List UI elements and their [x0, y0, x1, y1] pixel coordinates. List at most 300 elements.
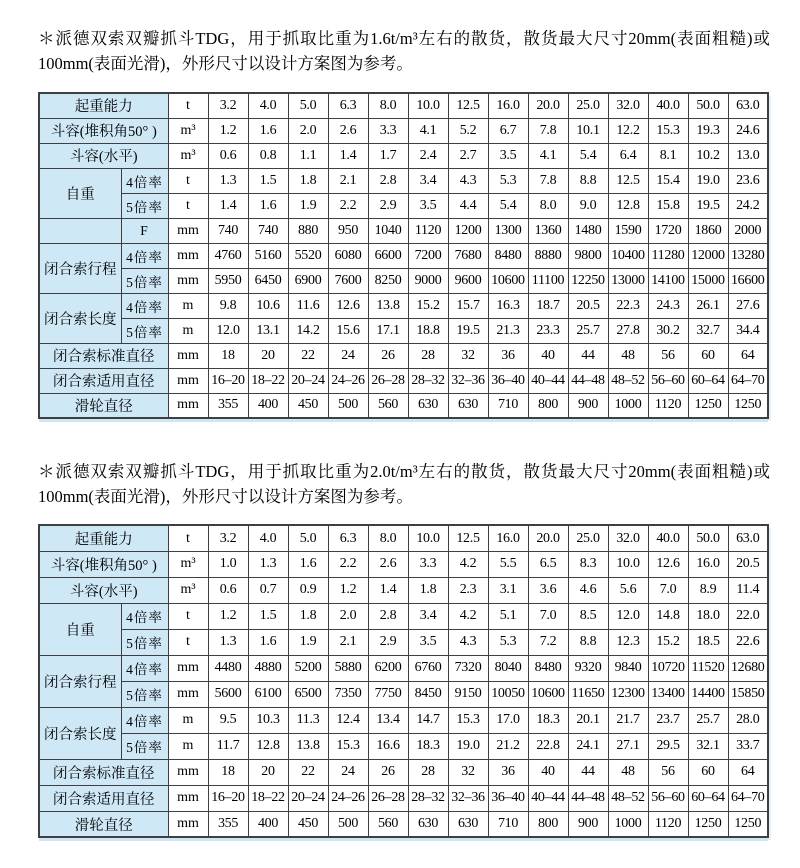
table-row [39, 577, 768, 603]
value-cell: 4.2 [448, 603, 488, 629]
value-cell: 34.4 [728, 318, 768, 343]
value-cell: 1120 [408, 218, 448, 243]
value-cell: 44 [568, 343, 608, 368]
product-note-2: ＊派德双索双瓣抓斗TDG，用于抓取比重为2.0t/m³左右的散货，散货最大尺寸20mm(表面粗糙)或100mm(表面光滑)，外形尺寸以设计方案图为参考。 [38, 462, 770, 507]
value-cell: 13.4 [368, 707, 408, 733]
row-sub-label: 4倍率 [121, 293, 168, 318]
value-cell: 15850 [728, 681, 768, 707]
table-row [39, 525, 768, 551]
value-cell: 25.0 [568, 525, 608, 551]
value-cell: 18–22 [248, 785, 288, 811]
value-cell: 15.8 [648, 193, 688, 218]
value-cell: 6500 [288, 681, 328, 707]
value-cell: 15.4 [648, 168, 688, 193]
value-cell: 24–26 [328, 785, 368, 811]
row-sub-label: 4倍率 [121, 168, 168, 193]
value-cell: 64 [728, 759, 768, 785]
value-cell: 355 [208, 393, 248, 418]
value-cell: 2000 [728, 218, 768, 243]
value-cell: 25.0 [568, 93, 608, 118]
value-cell: 5600 [208, 681, 248, 707]
value-cell: 26 [368, 343, 408, 368]
value-cell: 5200 [288, 655, 328, 681]
row-group-label: 闭合索行程 [39, 243, 121, 293]
value-cell: 630 [408, 811, 448, 837]
value-cell: 5.2 [448, 118, 488, 143]
value-cell: 18.5 [688, 629, 728, 655]
value-cell: 8.0 [528, 193, 568, 218]
value-cell: 450 [288, 811, 328, 837]
value-cell: 32 [448, 343, 488, 368]
value-cell: 36–40 [488, 785, 528, 811]
value-cell: 6.4 [608, 143, 648, 168]
value-cell: 40.0 [648, 525, 688, 551]
value-cell: 5950 [208, 268, 248, 293]
value-cell: 11650 [568, 681, 608, 707]
value-cell: 40–44 [528, 368, 568, 393]
value-cell: 1.6 [248, 118, 288, 143]
value-cell: 32.7 [688, 318, 728, 343]
value-cell: 21.2 [488, 733, 528, 759]
value-cell: 12.4 [328, 707, 368, 733]
value-cell: 8.8 [568, 629, 608, 655]
value-cell: 11.3 [288, 707, 328, 733]
value-cell: 5.4 [488, 193, 528, 218]
value-cell: 8.5 [568, 603, 608, 629]
value-cell: 10.3 [248, 707, 288, 733]
value-cell: 32.0 [608, 93, 648, 118]
value-cell: 14.2 [288, 318, 328, 343]
value-cell: 32.0 [608, 525, 648, 551]
value-cell: 23.3 [528, 318, 568, 343]
value-cell: 5160 [248, 243, 288, 268]
value-cell: 1.3 [248, 551, 288, 577]
value-cell: 0.9 [288, 577, 328, 603]
row-label-empty [39, 218, 121, 243]
spec-table-2 [38, 524, 769, 838]
value-cell: 18.3 [408, 733, 448, 759]
value-cell: 8040 [488, 655, 528, 681]
value-cell: 16600 [728, 268, 768, 293]
value-cell: 4880 [248, 655, 288, 681]
value-cell: 14.7 [408, 707, 448, 733]
table-row [39, 759, 768, 785]
value-cell: 3.2 [208, 93, 248, 118]
value-cell: 16.3 [488, 293, 528, 318]
value-cell: 1.6 [248, 193, 288, 218]
value-cell: 1250 [688, 393, 728, 418]
value-cell: 11.6 [288, 293, 328, 318]
value-cell: 6760 [408, 655, 448, 681]
value-cell: 5.1 [488, 603, 528, 629]
value-cell: 1.2 [208, 603, 248, 629]
value-cell: 26–28 [368, 785, 408, 811]
value-cell: 1.8 [288, 168, 328, 193]
value-cell: 1040 [368, 218, 408, 243]
value-cell: 24.3 [648, 293, 688, 318]
value-cell: 8.0 [368, 525, 408, 551]
value-cell: 22 [288, 343, 328, 368]
value-cell: 26.1 [688, 293, 728, 318]
row-label: 滑轮直径 [39, 811, 168, 837]
value-cell: 1250 [688, 811, 728, 837]
value-cell: 20–24 [288, 368, 328, 393]
value-cell: 630 [408, 393, 448, 418]
value-cell: 48 [608, 759, 648, 785]
value-cell: 2.0 [288, 118, 328, 143]
value-cell: 2.0 [328, 603, 368, 629]
value-cell: 1.9 [288, 193, 328, 218]
value-cell: 15.7 [448, 293, 488, 318]
value-cell: 9.0 [568, 193, 608, 218]
value-cell: 3.5 [408, 629, 448, 655]
row-sub-label: 5倍率 [121, 733, 168, 759]
row-label: 闭合索适用直径 [39, 785, 168, 811]
value-cell: 8.3 [568, 551, 608, 577]
value-cell: 60–64 [688, 785, 728, 811]
row-label: 起重能力 [39, 525, 168, 551]
table-row [39, 118, 768, 143]
value-cell: 3.4 [408, 603, 448, 629]
value-cell: 3.5 [408, 193, 448, 218]
value-cell: 1.3 [208, 629, 248, 655]
value-cell: 4.3 [448, 168, 488, 193]
table-row [39, 293, 768, 318]
value-cell: 9000 [408, 268, 448, 293]
value-cell: 8.9 [688, 577, 728, 603]
value-cell: 26 [368, 759, 408, 785]
value-cell: 13.1 [248, 318, 288, 343]
value-cell: 48 [608, 343, 648, 368]
value-cell: 13.8 [288, 733, 328, 759]
value-cell: 15.2 [408, 293, 448, 318]
value-cell: 8880 [528, 243, 568, 268]
value-cell: 10400 [608, 243, 648, 268]
value-cell: 11.7 [208, 733, 248, 759]
value-cell: 0.6 [208, 143, 248, 168]
value-cell: 40 [528, 343, 568, 368]
value-cell: 500 [328, 811, 368, 837]
value-cell: 23.6 [728, 168, 768, 193]
value-cell: 9320 [568, 655, 608, 681]
value-cell: 630 [448, 393, 488, 418]
value-cell: 740 [208, 218, 248, 243]
value-cell: 22.3 [608, 293, 648, 318]
value-cell: 630 [448, 811, 488, 837]
value-cell: 4760 [208, 243, 248, 268]
value-cell: 1.5 [248, 603, 288, 629]
value-cell: 24–26 [328, 368, 368, 393]
row-sub-label: 5倍率 [121, 629, 168, 655]
row-label: 闭合索标准直径 [39, 759, 168, 785]
value-cell: 60–64 [688, 368, 728, 393]
value-cell: 12.6 [328, 293, 368, 318]
value-cell: 1.5 [248, 168, 288, 193]
value-cell: 27.1 [608, 733, 648, 759]
row-sub-label: 5倍率 [121, 268, 168, 293]
row-group-label: 闭合索行程 [39, 655, 121, 707]
value-cell: 12.8 [608, 193, 648, 218]
value-cell: 6450 [248, 268, 288, 293]
value-cell: 4.3 [448, 629, 488, 655]
value-cell: 32.1 [688, 733, 728, 759]
value-cell: 4.1 [408, 118, 448, 143]
value-cell: 1.6 [288, 551, 328, 577]
value-cell: 7.8 [528, 168, 568, 193]
table-row [39, 193, 768, 218]
value-cell: 2.6 [368, 551, 408, 577]
unit-cell: mm [168, 268, 208, 293]
value-cell: 30.2 [648, 318, 688, 343]
value-cell: 16.0 [488, 525, 528, 551]
value-cell: 560 [368, 393, 408, 418]
value-cell: 8480 [488, 243, 528, 268]
value-cell: 18 [208, 759, 248, 785]
value-cell: 1.2 [208, 118, 248, 143]
value-cell: 10.1 [568, 118, 608, 143]
table-row [39, 551, 768, 577]
value-cell: 1590 [608, 218, 648, 243]
value-cell: 400 [248, 811, 288, 837]
value-cell: 4.0 [248, 93, 288, 118]
value-cell: 27.8 [608, 318, 648, 343]
value-cell: 40–44 [528, 785, 568, 811]
value-cell: 8250 [368, 268, 408, 293]
value-cell: 20–24 [288, 785, 328, 811]
table-row [39, 368, 768, 393]
value-cell: 22 [288, 759, 328, 785]
value-cell: 7350 [328, 681, 368, 707]
value-cell: 20 [248, 759, 288, 785]
value-cell: 800 [528, 811, 568, 837]
value-cell: 18.3 [528, 707, 568, 733]
value-cell: 22.8 [528, 733, 568, 759]
value-cell: 17.1 [368, 318, 408, 343]
value-cell: 16–20 [208, 785, 248, 811]
value-cell: 9.8 [208, 293, 248, 318]
value-cell: 12250 [568, 268, 608, 293]
value-cell: 950 [328, 218, 368, 243]
value-cell: 60 [688, 343, 728, 368]
value-cell: 20.1 [568, 707, 608, 733]
value-cell: 7320 [448, 655, 488, 681]
value-cell: 4480 [208, 655, 248, 681]
value-cell: 2.2 [328, 193, 368, 218]
value-cell: 5.4 [568, 143, 608, 168]
value-cell: 1000 [608, 811, 648, 837]
value-cell: 33.7 [728, 733, 768, 759]
value-cell: 10.2 [688, 143, 728, 168]
value-cell: 19.0 [448, 733, 488, 759]
value-cell: 63.0 [728, 93, 768, 118]
table-row [39, 733, 768, 759]
value-cell: 1.3 [208, 168, 248, 193]
value-cell: 1200 [448, 218, 488, 243]
value-cell: 22.0 [728, 603, 768, 629]
value-cell: 7750 [368, 681, 408, 707]
value-cell: 3.3 [368, 118, 408, 143]
value-cell: 800 [528, 393, 568, 418]
value-cell: 11100 [528, 268, 568, 293]
unit-cell: m³ [168, 143, 208, 168]
unit-cell: m [168, 293, 208, 318]
value-cell: 2.8 [368, 168, 408, 193]
table-row [39, 268, 768, 293]
row-group-label: 自重 [39, 603, 121, 655]
value-cell: 5.3 [488, 629, 528, 655]
value-cell: 10600 [528, 681, 568, 707]
unit-cell: mm [168, 393, 208, 418]
value-cell: 13400 [648, 681, 688, 707]
value-cell: 19.0 [688, 168, 728, 193]
value-cell: 3.2 [208, 525, 248, 551]
row-group-label: 闭合索长度 [39, 293, 121, 343]
value-cell: 1.1 [288, 143, 328, 168]
unit-cell: mm [168, 759, 208, 785]
value-cell: 8.8 [568, 168, 608, 193]
value-cell: 1.4 [208, 193, 248, 218]
value-cell: 64–70 [728, 368, 768, 393]
value-cell: 6200 [368, 655, 408, 681]
value-cell: 12.8 [248, 733, 288, 759]
value-cell: 26–28 [368, 368, 408, 393]
value-cell: 1720 [648, 218, 688, 243]
unit-cell: t [168, 525, 208, 551]
value-cell: 6600 [368, 243, 408, 268]
unit-cell: mm [168, 655, 208, 681]
value-cell: 12000 [688, 243, 728, 268]
value-cell: 40 [528, 759, 568, 785]
value-cell: 20.0 [528, 93, 568, 118]
value-cell: 5.3 [488, 168, 528, 193]
row-label: 斗容(水平) [39, 143, 168, 168]
value-cell: 56 [648, 343, 688, 368]
value-cell: 44–48 [568, 368, 608, 393]
value-cell: 5880 [328, 655, 368, 681]
spec-table-1 [38, 92, 769, 419]
value-cell: 880 [288, 218, 328, 243]
unit-cell: t [168, 603, 208, 629]
value-cell: 12.5 [448, 525, 488, 551]
value-cell: 5.0 [288, 525, 328, 551]
value-cell: 25.7 [568, 318, 608, 343]
value-cell: 18 [208, 343, 248, 368]
row-sub-label: F [121, 218, 168, 243]
row-label: 滑轮直径 [39, 393, 168, 418]
value-cell: 9840 [608, 655, 648, 681]
row-sub-label: 5倍率 [121, 318, 168, 343]
value-cell: 7.0 [528, 603, 568, 629]
row-sub-label: 4倍率 [121, 243, 168, 268]
value-cell: 8.1 [648, 143, 688, 168]
value-cell: 900 [568, 811, 608, 837]
unit-cell: mm [168, 218, 208, 243]
unit-cell: t [168, 93, 208, 118]
value-cell: 1860 [688, 218, 728, 243]
table-row [39, 168, 768, 193]
value-cell: 2.9 [368, 193, 408, 218]
row-label: 闭合索适用直径 [39, 368, 168, 393]
value-cell: 7200 [408, 243, 448, 268]
value-cell: 44–48 [568, 785, 608, 811]
value-cell: 15.2 [648, 629, 688, 655]
value-cell: 710 [488, 811, 528, 837]
value-cell: 1.0 [208, 551, 248, 577]
value-cell: 3.5 [488, 143, 528, 168]
value-cell: 2.9 [368, 629, 408, 655]
value-cell: 7680 [448, 243, 488, 268]
value-cell: 56–60 [648, 368, 688, 393]
table-row [39, 343, 768, 368]
value-cell: 16.0 [488, 93, 528, 118]
value-cell: 6.3 [328, 525, 368, 551]
product-note-1: ＊派德双索双瓣抓斗TDG，用于抓取比重为1.6t/m³左右的散货，散货最大尺寸20mm(表面粗糙)或100mm(表面光滑)，外形尺寸以设计方案图为参考。 [38, 29, 770, 74]
value-cell: 1360 [528, 218, 568, 243]
row-label: 斗容(水平) [39, 577, 168, 603]
row-sub-label: 4倍率 [121, 707, 168, 733]
value-cell: 740 [248, 218, 288, 243]
value-cell: 500 [328, 393, 368, 418]
row-sub-label: 5倍率 [121, 681, 168, 707]
value-cell: 3.3 [408, 551, 448, 577]
value-cell: 15.3 [448, 707, 488, 733]
spec-table-2-wrap [38, 524, 768, 838]
value-cell: 4.0 [248, 525, 288, 551]
value-cell: 15000 [688, 268, 728, 293]
value-cell: 13.8 [368, 293, 408, 318]
value-cell: 0.8 [248, 143, 288, 168]
value-cell: 1300 [488, 218, 528, 243]
value-cell: 2.4 [408, 143, 448, 168]
value-cell: 10600 [488, 268, 528, 293]
value-cell: 18.8 [408, 318, 448, 343]
value-cell: 15.3 [328, 733, 368, 759]
table-row [39, 785, 768, 811]
value-cell: 3.4 [408, 168, 448, 193]
table-row [39, 243, 768, 268]
value-cell: 36 [488, 759, 528, 785]
value-cell: 5.6 [608, 577, 648, 603]
value-cell: 56 [648, 759, 688, 785]
table-row [39, 603, 768, 629]
value-cell: 12.6 [648, 551, 688, 577]
table-row [39, 318, 768, 343]
unit-cell: m [168, 733, 208, 759]
value-cell: 6.5 [528, 551, 568, 577]
value-cell: 900 [568, 393, 608, 418]
value-cell: 1000 [608, 393, 648, 418]
value-cell: 1.7 [368, 143, 408, 168]
value-cell: 28–32 [408, 785, 448, 811]
value-cell: 1.6 [248, 629, 288, 655]
unit-cell: m [168, 707, 208, 733]
value-cell: 13000 [608, 268, 648, 293]
value-cell: 28–32 [408, 368, 448, 393]
value-cell: 2.6 [328, 118, 368, 143]
value-cell: 32–36 [448, 785, 488, 811]
value-cell: 13280 [728, 243, 768, 268]
section-tdg-2-0 [38, 459, 768, 838]
value-cell: 5520 [288, 243, 328, 268]
value-cell: 12.0 [208, 318, 248, 343]
unit-cell: mm [168, 343, 208, 368]
value-cell: 10.0 [408, 93, 448, 118]
value-cell: 64–70 [728, 785, 768, 811]
value-cell: 24.2 [728, 193, 768, 218]
value-cell: 12.3 [608, 629, 648, 655]
table-row [39, 629, 768, 655]
value-cell: 56–60 [648, 785, 688, 811]
